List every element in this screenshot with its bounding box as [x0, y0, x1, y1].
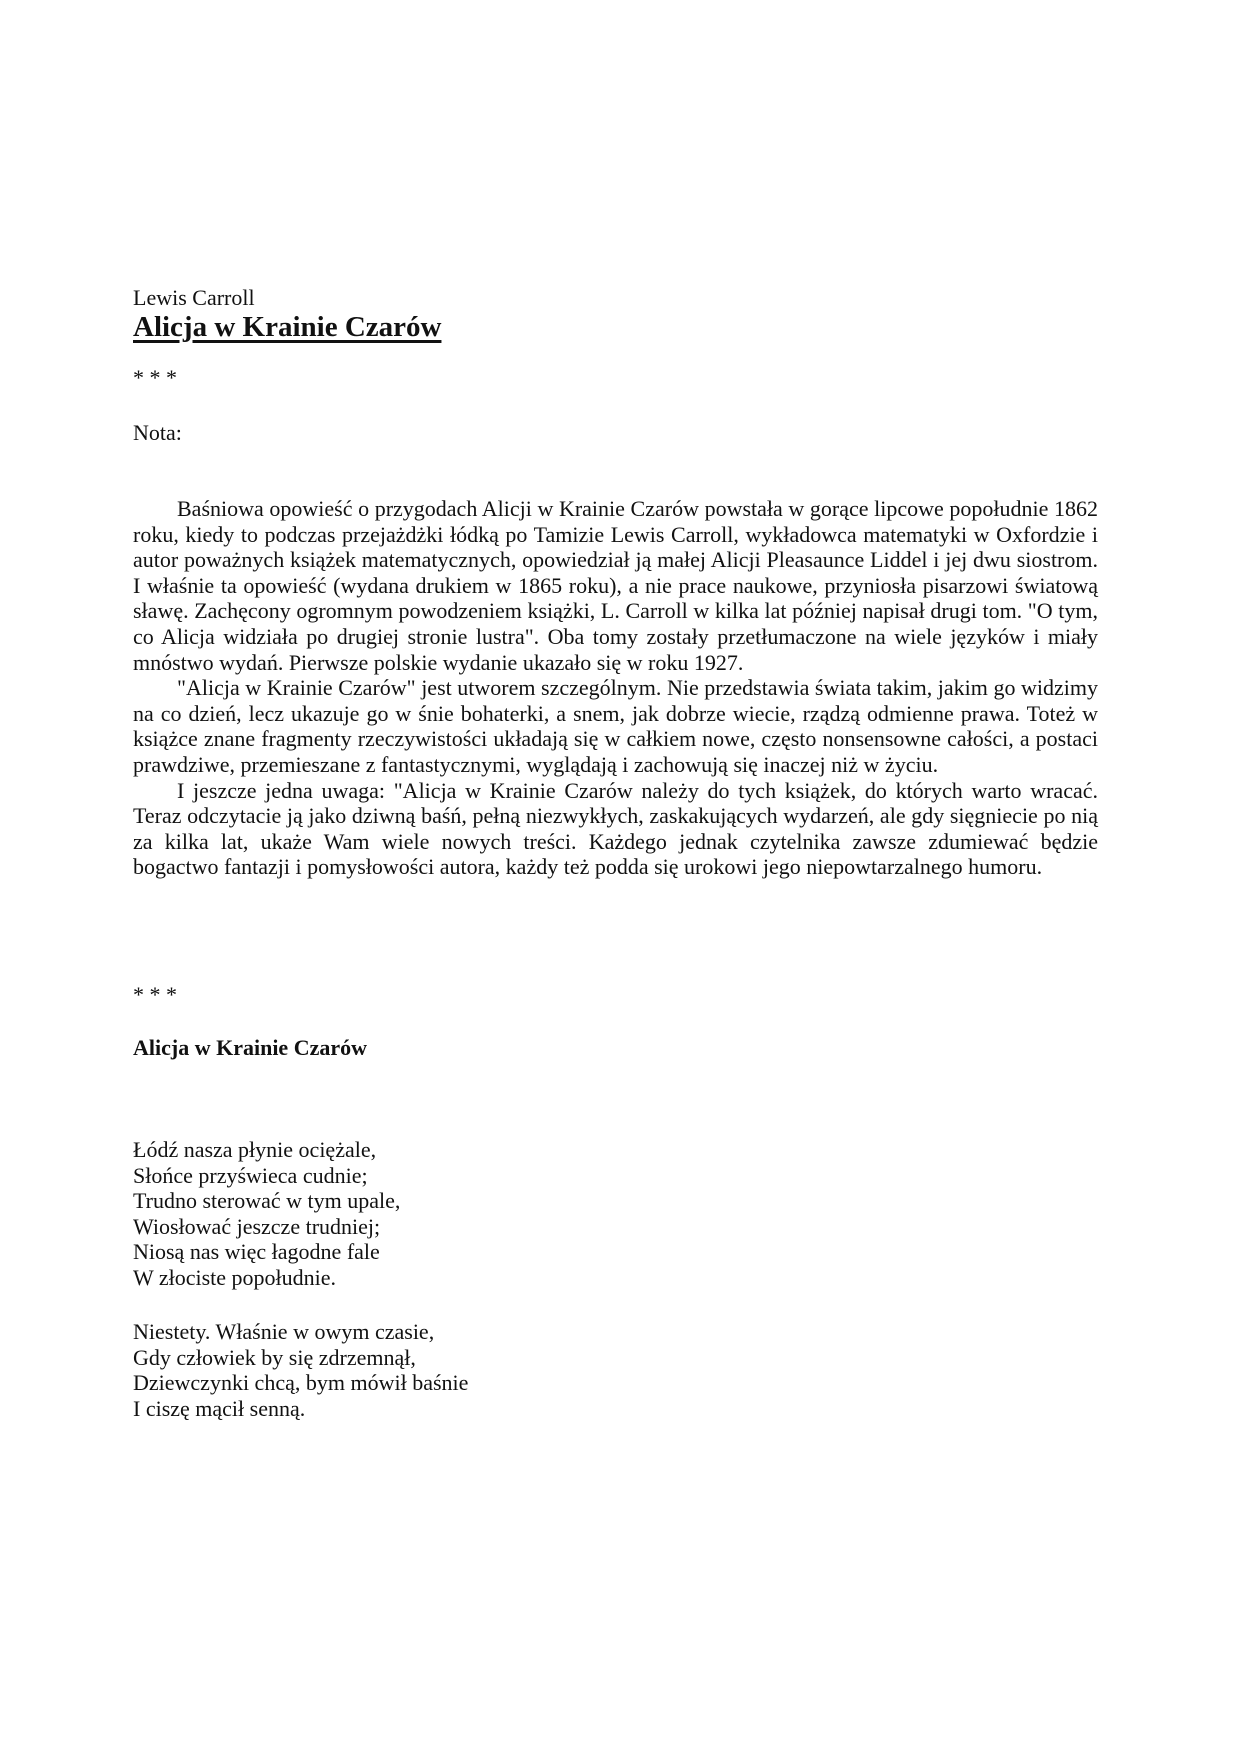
poem-verse: Niosą nas więc łagodne fale [133, 1239, 380, 1265]
section-separator: * * * [133, 365, 177, 390]
intro-paragraph: "Alicja w Krainie Czarów" jest utworem szczególnym. Nie przedstawia świata takim, jakim go widzimy na co dzień, lecz ukazuje go w śnie bohaterki, a snem, jak dobrze wiecie, rządzą odmienne prawa. Toteż w książce znane fragmenty rzeczywistości układają się w całkiem nowe, często nonsensowne całości, a postaci prawdziwe, przemieszane z fantastycznymi, wyglądają i zachowują się inaczej niż w życiu. [133, 675, 1098, 777]
section-heading: Alicja w Krainie Czarów [133, 1035, 367, 1060]
poem-verse: Dziewczynki chcą, bym mówił baśnie [133, 1370, 469, 1396]
poem-verse: Słońce przyświeca cudnie; [133, 1162, 368, 1188]
poem-verse: Niestety. Właśnie w owym czasie, [133, 1319, 435, 1344]
poem-verse: W złociste popołudnie. [133, 1264, 337, 1290]
author-name: Lewis Carroll [133, 285, 255, 310]
poem-verse: I ciszę mącił senną. [133, 1395, 306, 1421]
poem-verse: Łódź nasza płynie ociężale, [133, 1137, 377, 1162]
intro-paragraph: Baśniowa opowieść o przygodach Alicji w Krainie Czarów powstała w gorące lipcowe popołudnie 1862 roku, kiedy to podczas przejażdżki łódką po Tamizie Lewis Carroll, wykładowca matematyki w Oxfordzie i autor poważnych książek matematycznych, opowiedział ją małej Alicji Pleasaunce Liddel i jej dwu siostrom. I właśnie ta opowieść (wydana drukiem w 1865 roku), a nie prace naukowe, przyniosła pisarzowi światową sławę. Zachęcony ogromnym powodzeniem książki, L. Carroll w kilka lat później napisał drugi tom. "O tym, co Alicja widziała po drugiej stronie lustra". Oba tomy zostały przetłumaczone na wiele języków i miały mnóstwo wydań. Pierwsze polskie wydanie ukazało się w roku 1927. [133, 496, 1098, 675]
poem-stanza [133, 1137, 400, 1291]
book-title: Alicja w Krainie Czarów [133, 311, 442, 343]
poem-stanza [133, 1319, 468, 1421]
intro-note [133, 496, 1098, 880]
intro-paragraph: I jeszcze jedna uwaga: "Alicja w Krainie Czarów należy do tych książek, do których warto wracać. Teraz odczytacie ją jako dziwną baśń, pełną niezwykłych, zaskakujących wydarzeń, ale gdy sięgniecie po nią za kilka lat, ukaże Wam wiele nowych treści. Każdego jednak czytelnika zawsze zdumiewać będzie bogactwo fantazji i pomysłowości autora, każdy też podda się urokowi jego niepowtarzalnego humoru. [133, 777, 1098, 880]
poem-verse: Wiosłować jeszcze trudniej; [133, 1213, 381, 1239]
note-label: Nota: [133, 420, 182, 445]
poem-verse: Trudno sterować w tym upale, [133, 1188, 401, 1214]
poem-verse: Gdy człowiek by się zdrzemnął, [133, 1344, 416, 1370]
section-separator: * * * [133, 982, 177, 1007]
